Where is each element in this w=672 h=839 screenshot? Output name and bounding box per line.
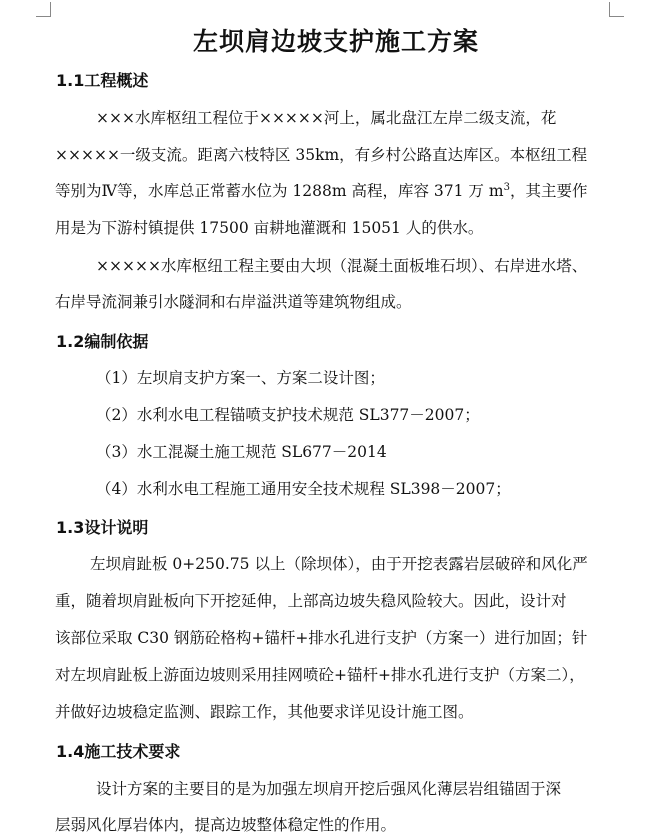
paragraph-line: 层弱风化厚岩体内，提高边坡整体稳定性的作用。 xyxy=(55,816,397,834)
list-item: （3）水工混凝土施工规范 SL677－2014 xyxy=(96,443,387,461)
paragraph-line: 设计方案的主要目的是为加强左坝肩开挖后强风化薄层岩组锚固于深 xyxy=(96,780,562,798)
paragraph-line: 左坝肩趾板 0+250.75 以上（除坝体），由于开挖表露岩层破碎和风化严 xyxy=(90,555,588,573)
paragraph-line-text: 等别为Ⅳ等，水库总正常蓄水位为 1288m 高程，库容 371 万 m xyxy=(55,182,504,200)
paragraph-line: ×××××一级支流。距离六枝特区 35km，有乡村公路直达库区。本枢纽工程 xyxy=(55,146,588,164)
paragraph-line: 并做好边坡稳定监测、跟踪工作，其他要求详见设计施工图。 xyxy=(55,703,474,721)
paragraph-line: 该部位采取 C30 钢筋砼格构+锚杆+排水孔进行支护（方案一）进行加固；针 xyxy=(55,629,588,647)
section-1-3-heading: 1.3设计说明 xyxy=(56,518,149,537)
list-item: （1）左坝肩支护方案一、方案二设计图； xyxy=(96,369,385,387)
crop-mark-top-left xyxy=(36,2,51,17)
list-item: （4）水利水电工程施工通用安全技术规程 SL398－2007； xyxy=(96,480,511,498)
paragraph-line: 重，随着坝肩趾板向下开挖延伸，上部高边坡失稳风险较大。因此，设计对 xyxy=(55,592,567,610)
paragraph-line xyxy=(55,179,587,201)
section-1-4-heading: 1.4施工技术要求 xyxy=(56,742,181,761)
paragraph-line-tail: ，其主要作 xyxy=(509,182,588,200)
paragraph-line: 对左坝肩趾板上游面边坡则采用挂网喷砼+锚杆+排水孔进行支护（方案二）， xyxy=(55,666,585,684)
section-1-1-heading: 1.1工程概述 xyxy=(56,71,149,90)
paragraph-line: ×××水库枢纽工程位于×××××河上，属北盘江左岸二级支流，花 xyxy=(96,109,557,127)
paragraph-line: 右岸导流洞兼引水隧洞和右岸溢洪道等建筑物组成。 xyxy=(55,293,412,311)
crop-mark-top-right xyxy=(609,2,624,17)
section-1-2-heading: 1.2编制依据 xyxy=(56,332,149,351)
superscript: 3 xyxy=(503,181,510,193)
paragraph-line: 用是为下游村镇提供 17500 亩耕地灌溉和 15051 人的供水。 xyxy=(55,219,484,237)
document-title: 左坝肩边坡支护施工方案 xyxy=(192,27,479,56)
list-item: （2）水利水电工程锚喷支护技术规范 SL377－2007； xyxy=(96,406,480,424)
paragraph-line: ×××××水库枢纽工程主要由大坝（混凝土面板堆石坝）、右岸进水塔、 xyxy=(96,257,588,275)
